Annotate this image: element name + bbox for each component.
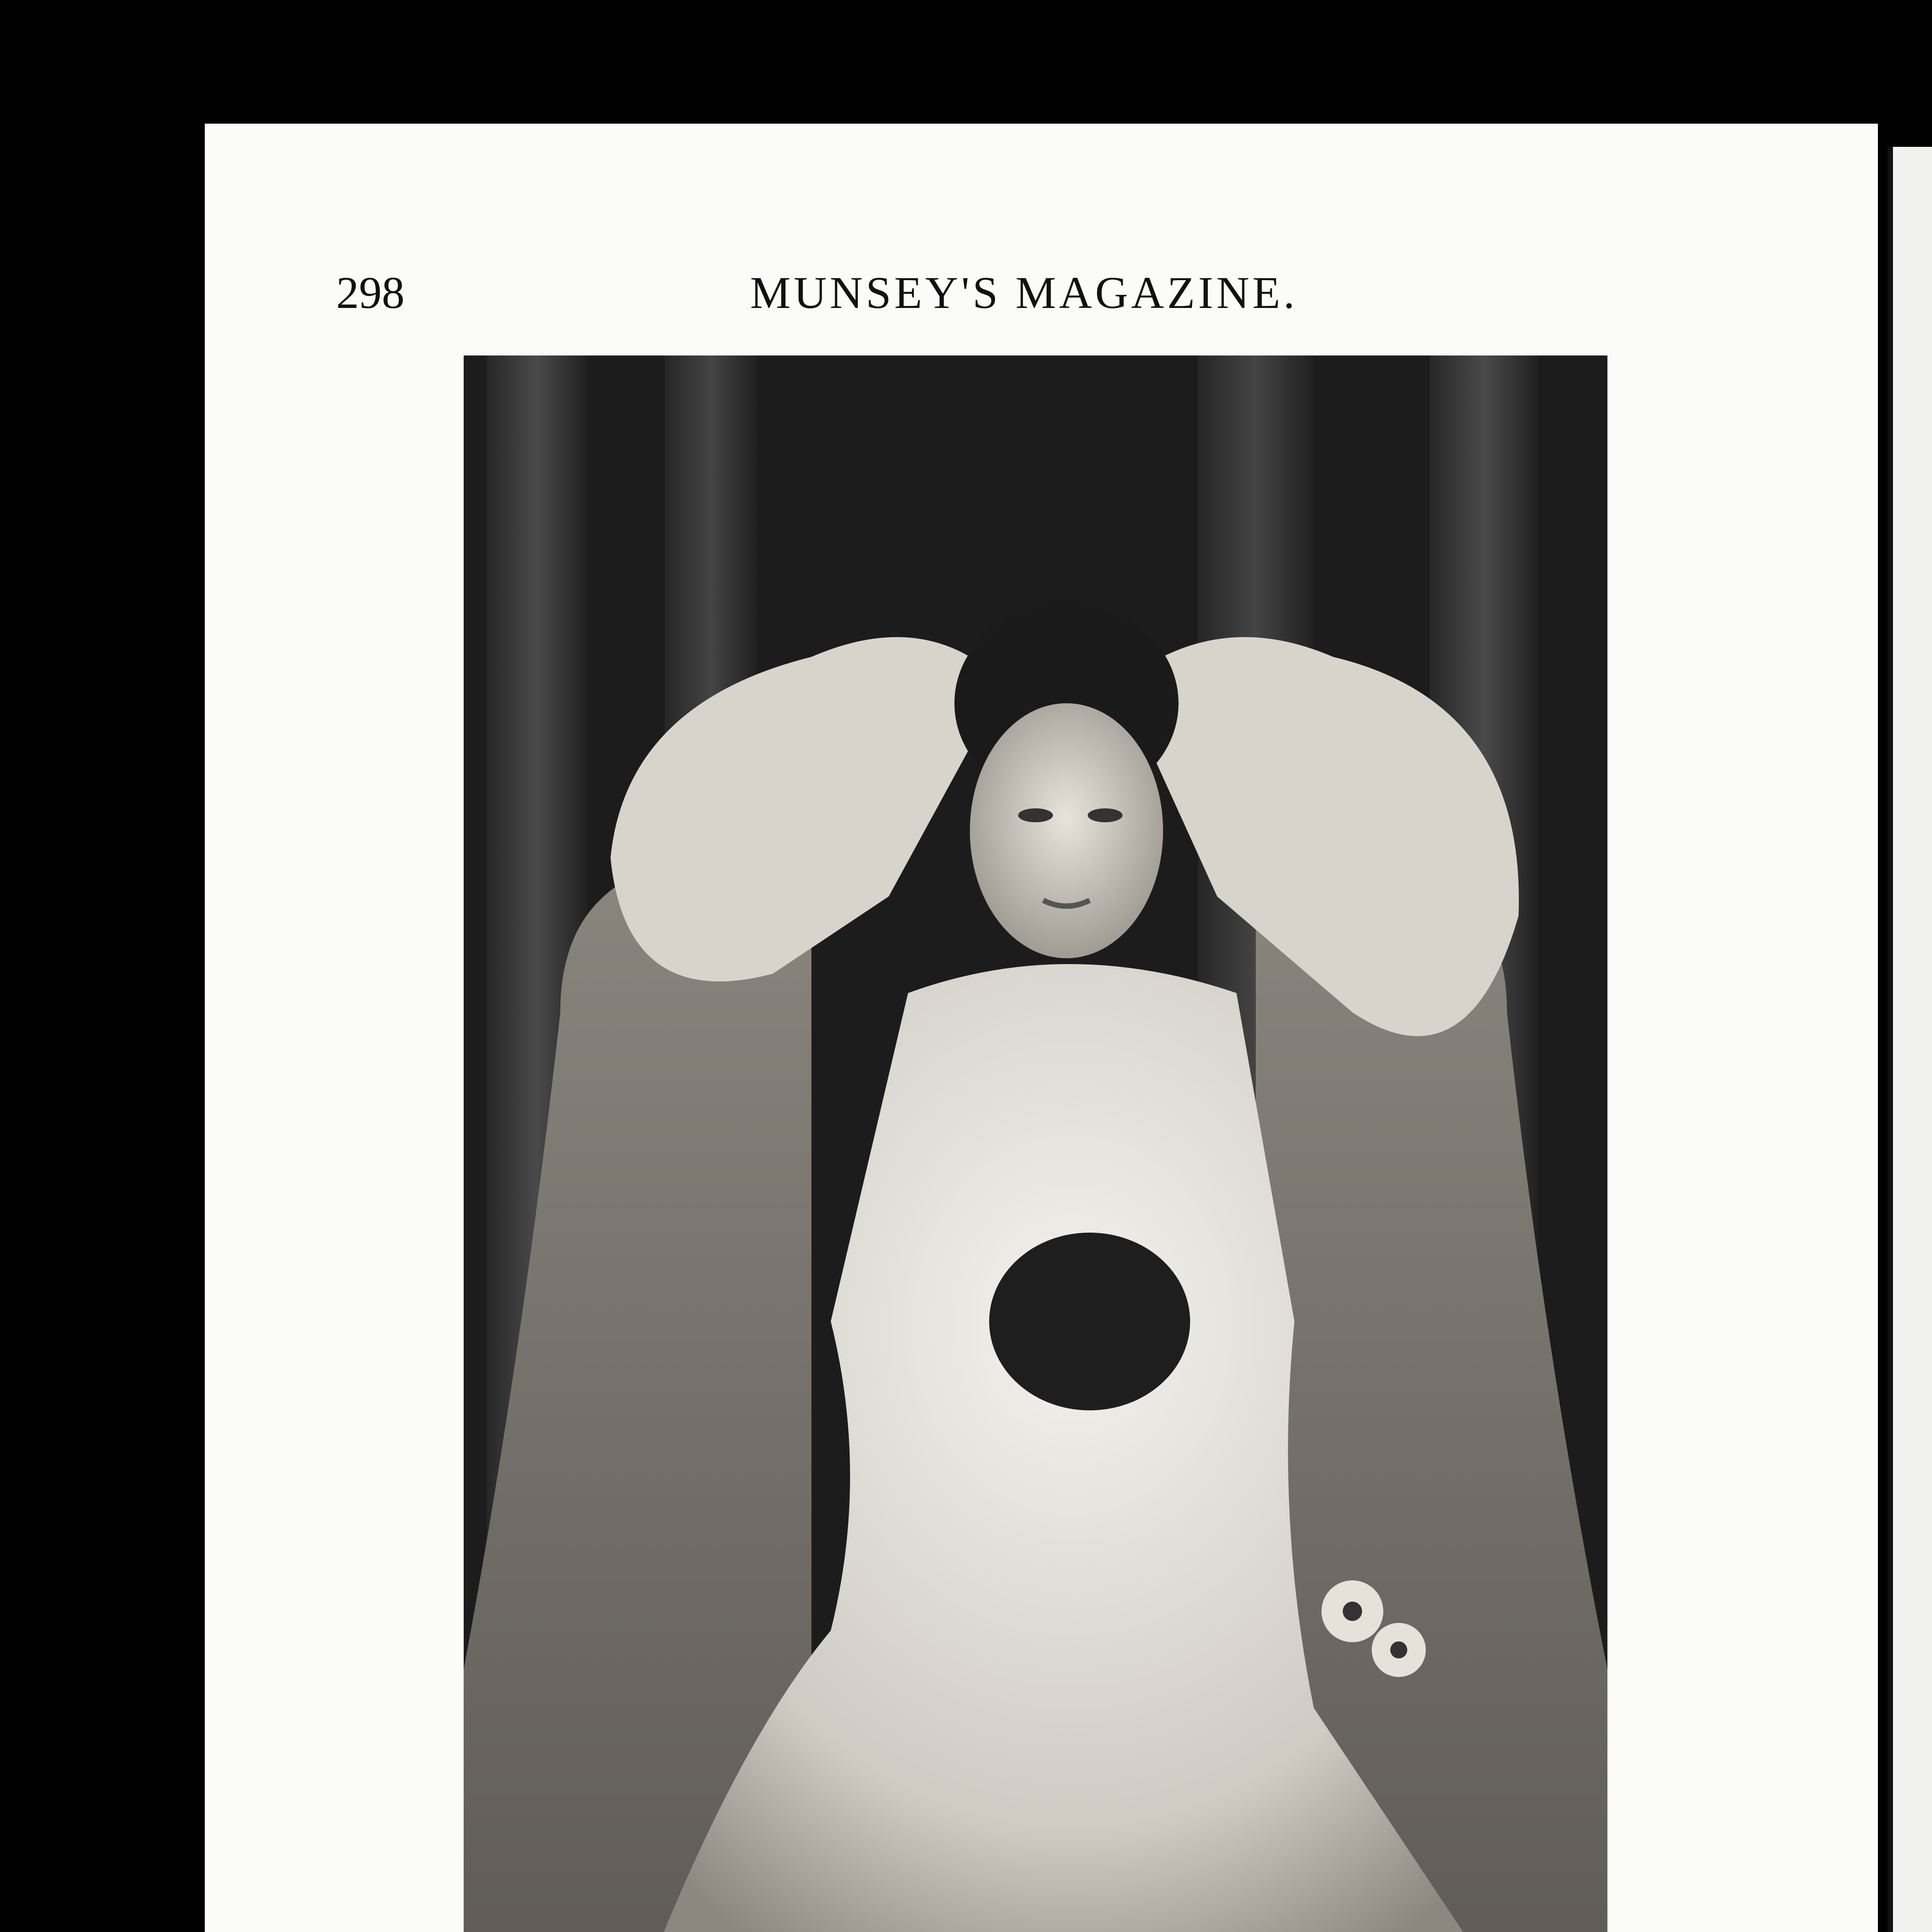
running-head: MUNSEY'S MAGAZINE.: [750, 267, 1298, 318]
portrait-photograph: [464, 355, 1607, 1932]
page-number: 298: [336, 267, 405, 318]
page-gutter: [1888, 147, 1893, 1932]
portrait-illustration: [464, 355, 1607, 1932]
corsage: [989, 1233, 1190, 1410]
face: [970, 703, 1163, 958]
facing-page-edge: [1888, 147, 1932, 1932]
